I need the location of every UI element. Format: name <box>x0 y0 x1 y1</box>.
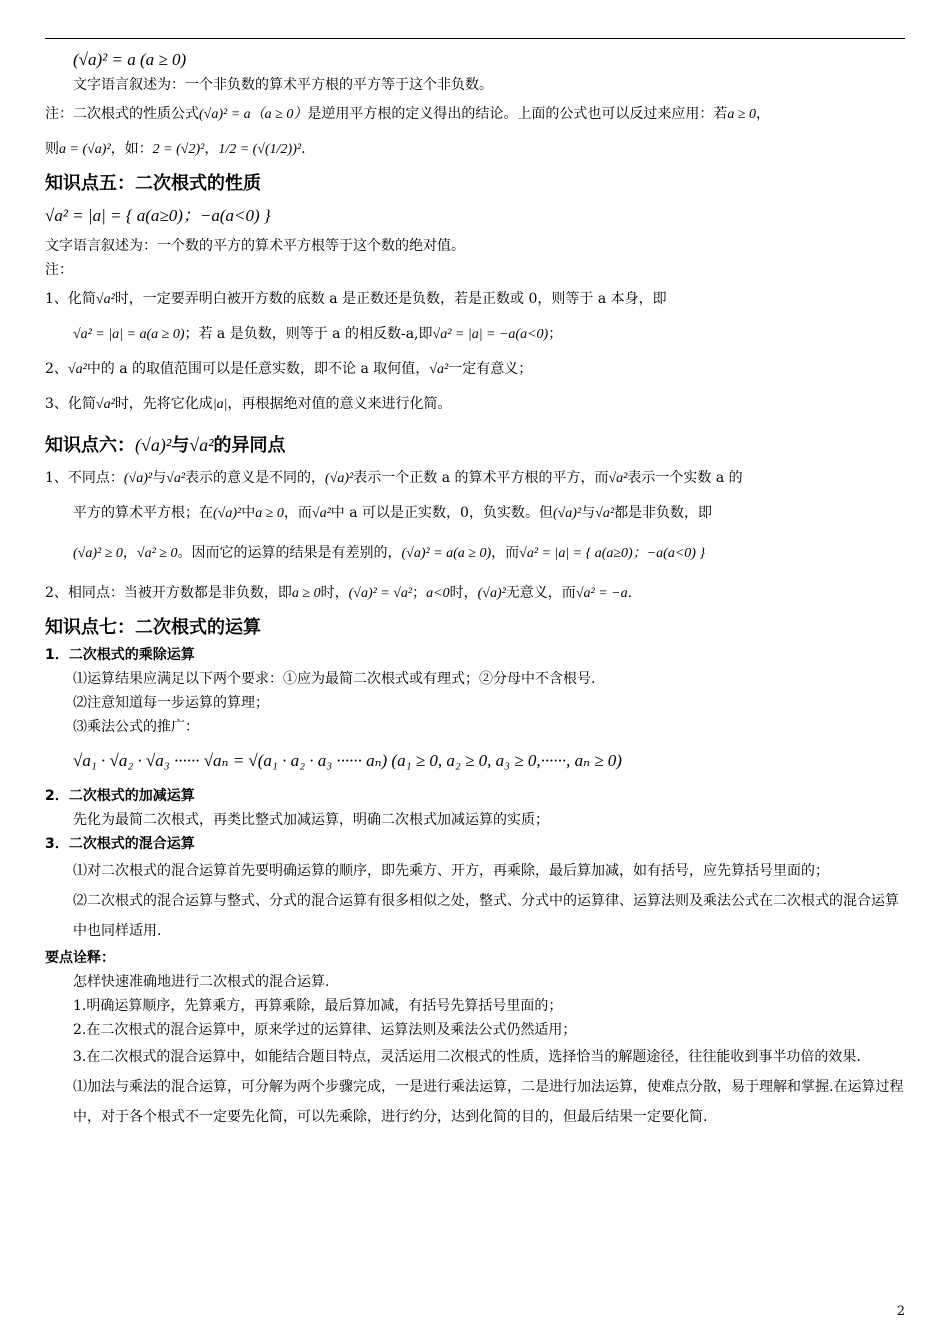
statement-5: 文字语言叙述为：一个数的平方的算术平方根等于这个数的绝对值。 <box>45 238 465 254</box>
note-5-item-3: 3、化简√a²时，先将它化成|a|，再根据绝对值的意义来进行化简。 <box>45 396 452 412</box>
section-7-p5: ⑴对二次根式的混合运算首先要明确运算的顺序，即先乘方、开方，再乘除，最后算加减，如有括号，应先算括号里面的； <box>73 863 829 879</box>
note-4: 注：二次根式的性质公式(√a)² = a（a ≥ 0）是逆用平方根的定义得出的结论。上面的公式也可以反过来应用：若a ≥ 0， <box>45 106 771 122</box>
section-6-diff-2: 平方的算术平方根；在(√a)²中a ≥ 0，而√a²中 a 可以是正实数，0，负实数。但(√a)²与√a²都是非负数，即 <box>73 505 713 521</box>
note-5-label: 注： <box>45 262 73 278</box>
section-5-title: 知识点五：二次根式的性质 <box>45 173 261 194</box>
section-7-p6: ⑵二次根式的混合运算与整式、分式的混合运算有很多相似之处，整式、分式中的运算律、运算法则及乘法公式在二次根式的混合运算中也同样适用. <box>73 893 899 939</box>
section-7-p1: ⑴运算结果应满足以下两个要求：①应为最简二次根式或有理式；②分母中不含根号. <box>73 671 596 687</box>
page-number: 2 <box>896 1304 905 1319</box>
section-7-title: 知识点七：二次根式的运算 <box>45 617 261 638</box>
section-6-title: 知识点六：(√a)²与√a²的异同点 <box>45 435 286 456</box>
note-5-item-2: 2、√a²中的 a 的取值范围可以是任意实数，即不论 a 取何值，√a²一定有意义； <box>45 361 533 377</box>
section-7-h2: 2．二次根式的加减运算 <box>45 788 195 804</box>
section-7-p4: 先化为最简二次根式，再类比整式加减运算，明确二次根式加减运算的实质； <box>73 812 549 828</box>
section-7-h1: 1．二次根式的乘除运算 <box>45 647 195 663</box>
section-7-p9: 2.在二次根式的混合运算中，原来学过的运算律、运算法则及乘法公式仍然适用； <box>73 1022 577 1038</box>
note-4-then: 则a = (√a)²，如：2 = (√2)²，1/2 = (√(1/2))². <box>45 141 306 157</box>
section-7-p10: 3.在二次根式的混合运算中，如能结合题目特点，灵活运用二次根式的性质，选择恰当的解题途径，往往能收到事半功倍的效果. <box>73 1049 861 1065</box>
section-7-p2: ⑵注意知道每一步运算的算理； <box>73 695 269 711</box>
section-6-diff-1: 1、不同点：(√a)²与√a²表示的意义是不同的，(√a)²表示一个正数 a 的算术平方根的平方，而√a²表示一个实数 a 的 <box>45 470 743 486</box>
section-7-h3: 3．二次根式的混合运算 <box>45 836 195 852</box>
document-page <box>45 48 905 1132</box>
multiplication-formula: √a₁ · √a₂ · √a₃ ······ √aₙ = √(a₁ · a₂ · a₃ ······ aₙ) (a₁ ≥ 0, a₂ ≥ 0, a₃ ≥ 0,······, aₙ ≥ 0) <box>73 751 622 770</box>
statement-4: 文字语言叙述为：一个非负数的算术平方根的平方等于这个非负数。 <box>73 77 493 93</box>
section-7-p11: ⑴加法与乘法的混合运算，可分解为两个步骤完成，一是进行乘法运算，二是进行加法运算，使难点分散，易于理解和掌握.在运算过程中，对于各个根式不一定要先化简，可以先乘除，进行约分，达到化简的目的，但最后结果一定要化简. <box>73 1079 904 1125</box>
note-5-item-1-cont: √a² = |a| = a(a ≥ 0)；若 a 是负数，则等于 a 的相反数-a,即√a² = |a| = −a(a<0)； <box>73 326 563 342</box>
section-7-h4: 要点诠释： <box>45 950 115 966</box>
section-6-same: 2、相同点：当被开方数都是非负数，即a ≥ 0时，(√a)² = √a²；a<0时，(√a)²无意义，而√a² = −a. <box>45 585 633 601</box>
section-7-p8: 1.明确运算顺序，先算乘方，再算乘除，最后算加减，有括号先算括号里面的； <box>73 998 563 1014</box>
formula-sq-sqrt: (√a)² = a (a ≥ 0) <box>73 50 187 69</box>
section-6-diff-3: (√a)² ≥ 0，√a² ≥ 0。因而它的运算的结果是有差别的，(√a)² = a(a ≥ 0)，而√a² = |a| = { a(a≥0)；−a(a<0) } <box>73 545 706 561</box>
section-7-p3: ⑶乘法公式的推广： <box>73 719 199 735</box>
header-rule <box>45 38 905 39</box>
note-5-item-1: 1、化简√a²时，一定要弄明白被开方数的底数 a 是正数还是负数，若是正数或 0，则等于 a 本身，即 <box>45 291 667 307</box>
section-7-p7: 怎样快速准确地进行二次根式的混合运算. <box>73 974 330 990</box>
section-5-formula: √a² = |a| = { a(a≥0)；−a(a<0) } <box>45 206 271 225</box>
